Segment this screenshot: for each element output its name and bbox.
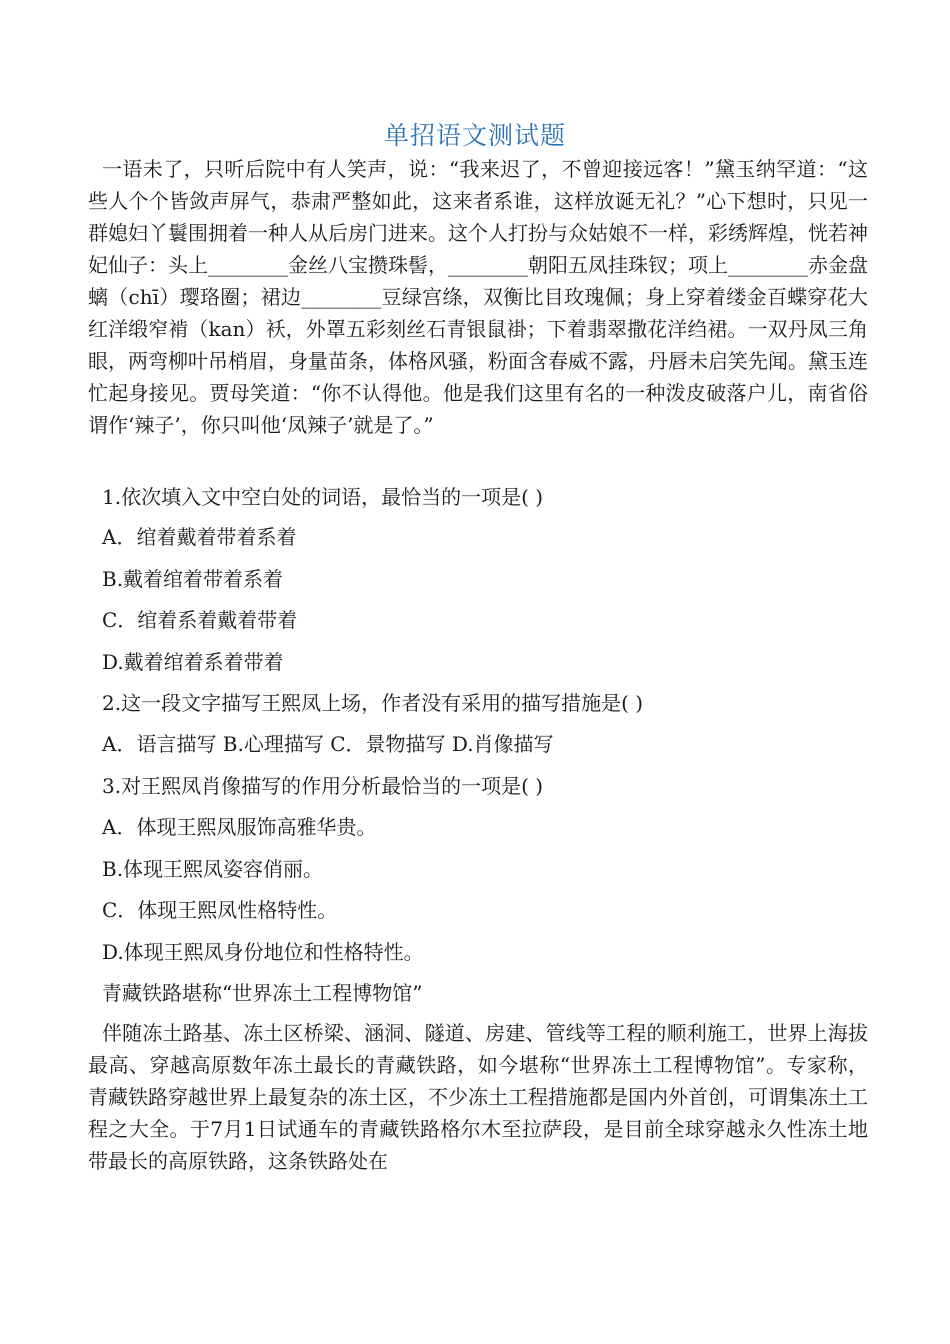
passage-1: 一语未了，只听后院中有人笑声，说：“我来迟了，不曾迎接远客！”黛玉纳罕道：“这些人个个皆敛声屏气，恭肃严整如此，这来者系谁，这样放诞无礼？”心下想时，只见一群媳妇丫鬟围拥着一种人从后房门进来。这个人打扮与众姑娘不一样，彩绣辉煌，恍若神妃仙子：头上________金丝八宝攒珠髻，________朝阳五凤挂珠钗；项上________赤金盘螭（chī）璎珞圈；裙边________豆绿宫绦，双衡比目玫瑰佩；身上穿着缕金百蝶穿花大红洋缎窄褃（kan）袄，外罩五彩刻丝石青银鼠褂；下着翡翠撒花洋绉裙。一双丹凤三角眼，两弯柳叶吊梢眉，身量苗条，体格风骚，粉面含春威不露，丹唇未启笑先闻。黛玉连忙起身接见。贾母笑道：“你不认得他。他是我们这里有名的一种泼皮破落户儿，南省俗谓作‘辣子’，你只叫他‘凤辣子’就是了。” xyxy=(88,157,868,437)
question-1-option-d: D.戴着绾着系着带着 xyxy=(102,650,284,674)
question-3-option-d: D.体现王熙凤身份地位和性格特性。 xyxy=(102,940,424,964)
question-1-option-a: A．绾着戴着带着系着 xyxy=(102,525,297,549)
passage-2: 伴随冻土路基、冻土区桥梁、涵洞、隧道、房建、管线等工程的顺利施工，世界上海拔最高、穿越高原数年冻土最长的青藏铁路，如今堪称“世界冻土工程博物馆”。专家称，青藏铁路穿越世界上最复杂的冻土区，不少冻土工程措施都是国内外首创，可谓集冻土工程之大全。于7月1日试通车的青藏铁路格尔木至拉萨段，是目前全球穿越永久性冻土地带最长的高原铁路，这条铁路处在 xyxy=(88,1021,868,1173)
question-3-option-c: C．体现王熙凤性格特性。 xyxy=(102,898,338,922)
question-3-stem: 3.对王熙凤肖像描写的作用分析最恰当的一项是( ) xyxy=(102,774,544,798)
question-1-option-c: C．绾着系着戴着带着 xyxy=(102,608,298,632)
passage-2-heading: 青藏铁路堪称“世界冻土工程博物馆” xyxy=(102,981,423,1005)
question-3-option-a: A．体现王熙凤服饰高雅华贵。 xyxy=(102,815,377,839)
question-1-stem: 1.依次填入文中空白处的词语，最恰当的一项是( ) xyxy=(102,485,544,509)
question-3-option-b: B.体现王熙凤姿容俏丽。 xyxy=(102,857,324,881)
question-1-option-b: B.戴着绾着带着系着 xyxy=(102,567,284,591)
question-2-stem: 2.这一段文字描写王熙凤上场，作者没有采用的描写措施是( ) xyxy=(102,691,644,715)
question-2-options: A．语言描写 B.心理描写 C．景物描写 D.肖像描写 xyxy=(102,732,554,756)
page-title: 单招语文测试题 xyxy=(383,121,566,150)
